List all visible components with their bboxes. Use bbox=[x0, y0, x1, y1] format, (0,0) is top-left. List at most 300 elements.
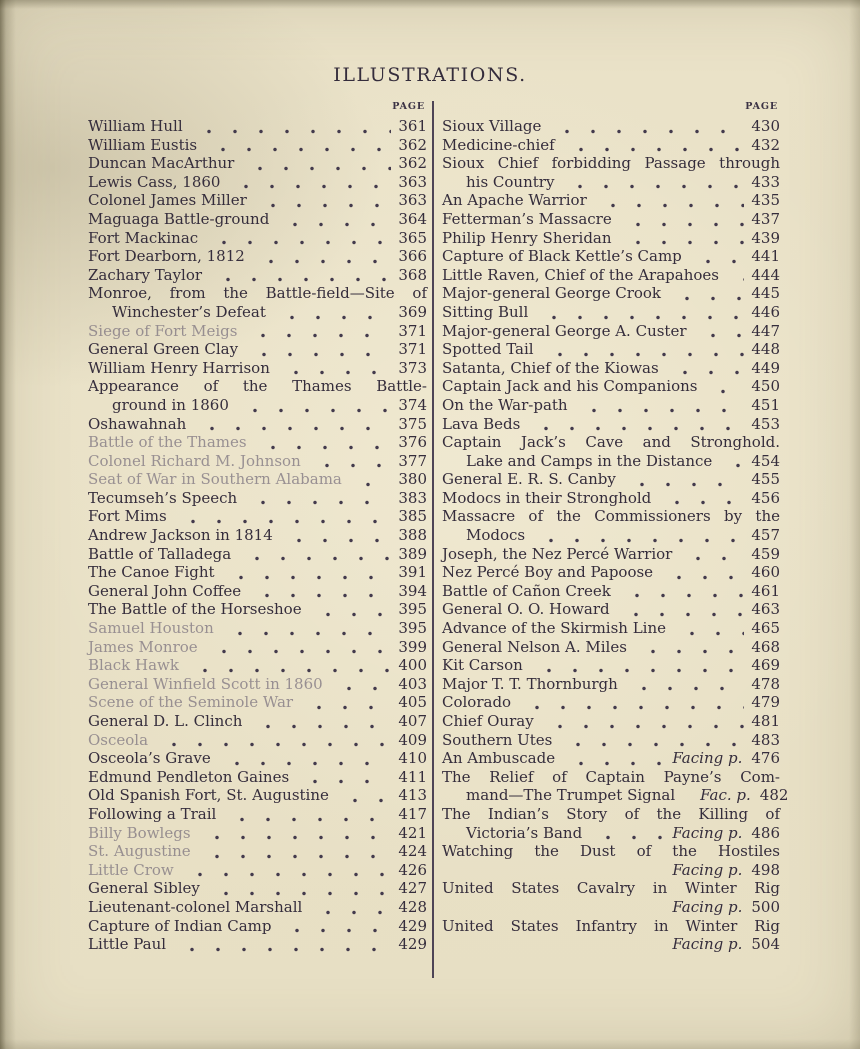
entry-page-number: 376 bbox=[398, 433, 427, 452]
entry-line bbox=[88, 117, 427, 136]
entry-page-number: 361 bbox=[398, 117, 427, 135]
dot-leader bbox=[530, 530, 744, 545]
entry-label: General Green Clay bbox=[88, 340, 239, 359]
entry-label: Satanta, Chief of the Kiowas bbox=[442, 358, 659, 377]
illustration-entry bbox=[88, 842, 427, 861]
entry-line bbox=[88, 489, 427, 508]
illustration-entry bbox=[88, 526, 427, 545]
dot-leader bbox=[221, 809, 391, 824]
entry-line bbox=[88, 322, 427, 341]
entry-page-number: 455 bbox=[751, 470, 780, 489]
dot-leader bbox=[539, 344, 744, 359]
entry-line bbox=[442, 247, 780, 266]
dot-leader bbox=[220, 567, 391, 582]
dot-leader bbox=[191, 418, 391, 433]
entry-page-number: 388 bbox=[398, 526, 427, 545]
entry-label: General E. R. S. Canby bbox=[442, 470, 616, 489]
entry-label: William Eustis bbox=[88, 135, 198, 154]
entry-line bbox=[88, 433, 427, 452]
dot-leader bbox=[724, 269, 744, 284]
entry-page-number: 410 bbox=[398, 749, 427, 768]
entry-line bbox=[442, 917, 780, 936]
entry-label-continued: ground in 1860 bbox=[112, 395, 229, 414]
entry-line bbox=[88, 247, 427, 266]
dot-leader bbox=[271, 307, 391, 322]
entry-line bbox=[442, 861, 780, 880]
entry-label: An Ambuscade bbox=[442, 749, 556, 768]
dot-leader bbox=[203, 641, 391, 656]
entry-page-number: 389 bbox=[398, 544, 427, 563]
illustration-entry bbox=[88, 210, 427, 229]
entry-page-number: 363 bbox=[398, 172, 427, 191]
entry-page-number: 394 bbox=[398, 581, 427, 600]
entry-label-continued: Victoria’s Band bbox=[466, 823, 583, 842]
dot-leader bbox=[334, 790, 391, 805]
entry-page-number: 429 bbox=[398, 935, 427, 954]
entry-line bbox=[442, 545, 780, 564]
entry-page-number: 428 bbox=[398, 897, 427, 916]
illustration-entry bbox=[442, 656, 780, 675]
illustration-entry bbox=[442, 117, 780, 136]
entry-page-number: 456 bbox=[751, 488, 780, 507]
entry-label-continued: Modocs bbox=[466, 526, 526, 545]
page-column-header-left: PAGE bbox=[392, 101, 425, 112]
entry-page-number: 447 bbox=[751, 321, 780, 340]
entry-label: Advance of the Skirmish Line bbox=[442, 619, 667, 638]
entry-line bbox=[442, 656, 780, 675]
entry-page-number: 427 bbox=[398, 879, 427, 898]
dot-leader bbox=[196, 827, 391, 842]
entry-line bbox=[442, 284, 780, 303]
entry-label: Osceola’s Grave bbox=[88, 749, 211, 768]
entry-label: Capture of Indian Camp bbox=[88, 916, 272, 935]
entry-label: Sioux Chief forbidding Passage through bbox=[442, 154, 780, 173]
dot-leader bbox=[306, 455, 391, 470]
dot-leader bbox=[171, 939, 391, 954]
entry-line bbox=[88, 619, 427, 638]
entry-page-number: 451 bbox=[751, 395, 780, 414]
entry-line bbox=[88, 507, 427, 526]
entry-page-number: 411 bbox=[398, 767, 427, 786]
entry-line bbox=[88, 675, 427, 694]
entry-page-number: 421 bbox=[398, 823, 427, 842]
illustration-entry bbox=[442, 712, 780, 731]
dot-leader bbox=[347, 474, 391, 489]
entry-page-number: 432 bbox=[751, 135, 780, 154]
entry-page-number: 445 bbox=[751, 284, 780, 303]
dot-leader bbox=[677, 548, 744, 563]
entry-label: Black Hawk bbox=[88, 656, 179, 675]
illustrations-column-left bbox=[88, 101, 434, 978]
entry-page-number: 395 bbox=[398, 600, 427, 619]
entry-label: General O. O. Howard bbox=[442, 600, 610, 619]
entry-page-number: 449 bbox=[751, 358, 780, 377]
entry-page-number: 441 bbox=[751, 247, 780, 266]
page-column-header-right: PAGE bbox=[745, 101, 778, 112]
entry-label: Monroe, from the Battle-field—Site of bbox=[88, 284, 427, 303]
entry-page-number: 409 bbox=[398, 730, 427, 749]
entry-label: Appearance of the Thames Battle- bbox=[88, 377, 427, 396]
entry-page-number: 476 bbox=[751, 749, 780, 768]
entry-label: Major-general George Crook bbox=[442, 284, 662, 303]
entry-label-continued: Lake and Camps in the Distance bbox=[466, 451, 713, 470]
entry-line bbox=[442, 675, 780, 694]
dot-leader bbox=[307, 604, 391, 619]
illustration-entry bbox=[88, 693, 427, 712]
entry-page-number: 437 bbox=[751, 209, 780, 228]
entry-line bbox=[88, 154, 427, 173]
entry-page-number: 450 bbox=[751, 377, 780, 396]
entry-line bbox=[88, 879, 427, 898]
entry-label: Kit Carson bbox=[442, 656, 523, 675]
illustration-entry bbox=[88, 563, 427, 582]
dot-leader bbox=[617, 214, 744, 229]
entry-line bbox=[88, 526, 427, 545]
entry-page-number: 446 bbox=[751, 302, 780, 321]
entries-right bbox=[442, 117, 789, 954]
entry-page-number: 405 bbox=[398, 693, 427, 712]
dot-leader bbox=[671, 623, 744, 638]
entry-page-number: 504 bbox=[751, 935, 780, 954]
dot-leader bbox=[525, 418, 744, 433]
dot-leader bbox=[184, 660, 391, 675]
dot-leader bbox=[560, 139, 744, 154]
facing-page-label: Facing p. bbox=[672, 897, 743, 916]
illustration-entry bbox=[88, 266, 427, 285]
entry-line bbox=[442, 359, 780, 378]
dot-leader bbox=[587, 827, 664, 842]
entry-page-number: 468 bbox=[751, 637, 780, 656]
entry-page-number: 385 bbox=[398, 507, 427, 526]
entry-line bbox=[88, 415, 427, 434]
dot-leader bbox=[617, 232, 744, 247]
dot-leader bbox=[557, 734, 744, 749]
entry-line bbox=[88, 563, 427, 582]
illustration-entry bbox=[88, 935, 427, 954]
illustration-entry bbox=[442, 470, 780, 489]
illustration-entry bbox=[442, 266, 780, 285]
illustration-entry bbox=[88, 600, 427, 619]
dot-leader bbox=[242, 492, 391, 507]
entry-line bbox=[442, 824, 780, 843]
entry-line bbox=[88, 656, 427, 675]
illustration-entry bbox=[88, 786, 427, 805]
dot-leader bbox=[616, 585, 744, 600]
entry-label: The Canoe Fight bbox=[88, 563, 215, 582]
entry-page-number: 374 bbox=[398, 395, 427, 414]
entry-line bbox=[442, 507, 780, 526]
dot-leader bbox=[252, 195, 391, 210]
entry-page-number: 429 bbox=[398, 916, 427, 935]
illustration-entry bbox=[88, 731, 427, 750]
entry-page-number: 403 bbox=[398, 674, 427, 693]
entry-label-continued: Winchester’s Defeat bbox=[112, 302, 266, 321]
dot-leader bbox=[592, 195, 744, 210]
facing-page-label: Facing p. bbox=[672, 935, 743, 954]
entry-line bbox=[88, 786, 427, 805]
dot-leader bbox=[219, 623, 391, 638]
dot-leader bbox=[196, 846, 391, 861]
entry-page-number: 500 bbox=[751, 897, 780, 916]
facing-page-label: Facing p. bbox=[672, 823, 743, 842]
entry-line bbox=[88, 136, 427, 155]
illustration-entry bbox=[442, 693, 780, 712]
entry-line bbox=[88, 266, 427, 285]
illustration-entry bbox=[88, 191, 427, 210]
entry-line bbox=[442, 229, 780, 248]
dot-leader bbox=[275, 362, 391, 377]
illustration-entry bbox=[88, 284, 427, 321]
entry-label: Watching the Dust of the Hostiles bbox=[442, 842, 780, 861]
entry-label-continued: his Country bbox=[466, 172, 555, 191]
entry-label: General Sibley bbox=[88, 879, 200, 898]
illustration-entry bbox=[88, 749, 427, 768]
entry-line bbox=[442, 768, 780, 787]
entry-line bbox=[88, 229, 427, 248]
dot-leader bbox=[225, 176, 391, 191]
facing-page-label: Fac. p. bbox=[700, 786, 751, 805]
entry-line bbox=[442, 619, 780, 638]
entry-page-number: 433 bbox=[751, 172, 780, 191]
entry-label: Captain Jack and his Companions bbox=[442, 377, 698, 396]
entry-line bbox=[88, 935, 427, 954]
entry-label: Philip Henry Sheridan bbox=[442, 228, 612, 247]
entry-label: On the War-path bbox=[442, 395, 568, 414]
entry-line bbox=[442, 749, 780, 768]
dot-leader bbox=[274, 214, 391, 229]
entry-label: Seat of War in Southern Alabama bbox=[88, 470, 342, 489]
entry-line bbox=[442, 526, 780, 545]
illustration-entry bbox=[442, 600, 780, 619]
illustration-entry bbox=[88, 359, 427, 378]
illustrations-list bbox=[88, 101, 789, 978]
entry-page-number: 454 bbox=[751, 451, 780, 470]
illustration-entry bbox=[88, 619, 427, 638]
entry-line bbox=[442, 154, 780, 173]
entry-page-number: 368 bbox=[398, 265, 427, 284]
illustration-entry bbox=[442, 210, 780, 229]
entry-line bbox=[442, 786, 789, 805]
entry-line bbox=[442, 136, 780, 155]
entry-line bbox=[88, 842, 427, 861]
entry-label: General Nelson A. Miles bbox=[442, 637, 627, 656]
entry-label: Sitting Bull bbox=[442, 302, 529, 321]
dot-leader bbox=[236, 548, 391, 563]
facing-page-label: Facing p. bbox=[672, 749, 743, 768]
entry-line bbox=[88, 898, 427, 917]
entry-line bbox=[88, 731, 427, 750]
entry-label: Battle of Cañon Creek bbox=[442, 581, 611, 600]
illustration-entry bbox=[442, 136, 780, 155]
dot-leader bbox=[179, 864, 391, 879]
entry-line bbox=[442, 879, 780, 898]
entry-page-number: 460 bbox=[751, 563, 780, 582]
illustration-entry bbox=[88, 656, 427, 675]
entry-line bbox=[88, 359, 427, 378]
entry-page-number: 362 bbox=[398, 135, 427, 154]
entry-line bbox=[442, 600, 780, 619]
entry-label: William Henry Harrison bbox=[88, 358, 270, 377]
entry-line bbox=[442, 396, 780, 415]
entry-line bbox=[88, 693, 427, 712]
entry-page-number: 463 bbox=[751, 600, 780, 619]
entry-label: Billy Bowlegs bbox=[88, 823, 191, 842]
dot-leader bbox=[687, 251, 744, 266]
entry-line bbox=[442, 415, 780, 434]
illustration-entry bbox=[88, 377, 427, 414]
illustration-entry bbox=[442, 415, 780, 434]
dot-leader bbox=[172, 511, 391, 526]
entry-label: The Indian’s Story of the Killing of bbox=[442, 804, 780, 823]
entry-label: Medicine-chief bbox=[442, 135, 555, 154]
illustration-entry bbox=[88, 638, 427, 657]
dot-leader bbox=[247, 716, 391, 731]
dot-leader bbox=[252, 437, 391, 452]
entry-label: Zachary Taylor bbox=[88, 265, 203, 284]
entry-label: Lewis Cass, 1860 bbox=[88, 172, 221, 191]
entry-label: General D. L. Clinch bbox=[88, 712, 243, 730]
entry-label: Lava Beds bbox=[442, 414, 521, 433]
page-title: ILLUSTRATIONS. bbox=[333, 64, 527, 86]
entry-page-number: 481 bbox=[751, 712, 780, 730]
illustration-entry bbox=[442, 675, 780, 694]
entry-line bbox=[442, 489, 780, 508]
entry-label: Old Spanish Fort, St. Augustine bbox=[88, 786, 329, 805]
dot-leader bbox=[202, 139, 391, 154]
illustration-entry bbox=[442, 154, 780, 191]
entry-label: Major T. T. Thornburgh bbox=[442, 674, 618, 693]
illustration-entry bbox=[442, 582, 780, 601]
illustration-entry bbox=[88, 470, 427, 489]
entry-line bbox=[442, 452, 780, 471]
entry-page-number: 430 bbox=[751, 117, 780, 135]
entry-page-number: 435 bbox=[751, 191, 780, 210]
entry-page-number: 383 bbox=[398, 488, 427, 507]
illustration-entry bbox=[88, 861, 427, 880]
entry-label-continued: mand—The Trumpet Signal bbox=[466, 786, 676, 805]
entry-label: Massacre of the Commissioners by the bbox=[442, 507, 780, 526]
illustration-entry bbox=[88, 452, 427, 471]
dot-leader bbox=[546, 121, 744, 136]
illustration-entry bbox=[88, 507, 427, 526]
dot-leader bbox=[294, 771, 391, 786]
entry-label: Fetterman’s Massacre bbox=[442, 209, 612, 228]
entry-line bbox=[442, 191, 780, 210]
dot-leader bbox=[278, 530, 391, 545]
entries-left bbox=[88, 117, 427, 954]
illustration-entry bbox=[88, 675, 427, 694]
illustration-entry bbox=[88, 805, 427, 824]
entry-label: Colonel James Miller bbox=[88, 191, 247, 210]
entry-line bbox=[88, 600, 427, 619]
entry-label: The Battle of the Horseshoe bbox=[88, 600, 302, 619]
entry-label: Edmund Pendleton Gaines bbox=[88, 767, 290, 786]
entry-line bbox=[88, 452, 427, 471]
dot-leader bbox=[246, 585, 391, 600]
illustration-entry bbox=[88, 173, 427, 192]
entry-label: United States Cavalry in Winter Rig bbox=[442, 879, 780, 898]
illustration-entry bbox=[88, 322, 427, 341]
illustration-entry bbox=[88, 898, 427, 917]
entry-line bbox=[88, 173, 427, 192]
entry-page-number: 439 bbox=[751, 228, 780, 247]
entry-label: Southern Utes bbox=[442, 730, 553, 749]
entry-label: Battle of Talladega bbox=[88, 544, 232, 563]
entry-label: Chief Ouray bbox=[442, 712, 534, 730]
dot-leader bbox=[516, 697, 744, 712]
illustration-entry bbox=[442, 767, 789, 805]
entry-line bbox=[442, 693, 780, 712]
entry-label: Little Paul bbox=[88, 935, 167, 954]
illustration-entry bbox=[442, 545, 780, 564]
entry-line bbox=[442, 433, 780, 452]
entry-line bbox=[442, 731, 780, 750]
entry-label: Fort Mackinac bbox=[88, 228, 199, 247]
entry-label: Samuel Houston bbox=[88, 619, 214, 638]
entry-label: Duncan MacArthur bbox=[88, 154, 235, 173]
dot-leader bbox=[615, 604, 744, 619]
illustration-entry bbox=[442, 507, 780, 544]
dot-leader bbox=[250, 251, 391, 266]
entry-line bbox=[442, 842, 780, 861]
entry-page-number: 486 bbox=[751, 823, 780, 842]
entry-label: Siege of Fort Meigs bbox=[88, 321, 238, 340]
illustration-entry bbox=[442, 284, 780, 303]
entry-line bbox=[88, 470, 427, 489]
dot-leader bbox=[205, 883, 391, 898]
illustration-entry bbox=[442, 842, 780, 879]
illustration-entry bbox=[88, 824, 427, 843]
illustration-entry bbox=[88, 229, 427, 248]
entry-label: Maguaga Battle-ground bbox=[88, 209, 270, 228]
illustration-entry bbox=[88, 582, 427, 601]
entry-page-number: 453 bbox=[751, 414, 780, 433]
entry-line bbox=[442, 377, 780, 396]
entry-page-number: 375 bbox=[398, 414, 427, 433]
entry-line bbox=[442, 805, 780, 824]
dot-leader bbox=[216, 753, 391, 768]
dot-leader bbox=[658, 567, 744, 582]
dot-leader bbox=[560, 753, 664, 768]
dot-leader bbox=[666, 288, 744, 303]
entry-page-number: 417 bbox=[398, 804, 427, 823]
dot-leader bbox=[207, 269, 391, 284]
entry-label: Scene of the Seminole War bbox=[88, 693, 294, 712]
entry-page-number: 395 bbox=[398, 619, 427, 638]
illustration-entry bbox=[88, 879, 427, 898]
entry-page-number: 399 bbox=[398, 637, 427, 656]
entry-page-number: 362 bbox=[398, 154, 427, 173]
entry-line bbox=[88, 712, 427, 731]
dot-leader bbox=[573, 400, 744, 415]
entry-label: James Monroe bbox=[88, 637, 198, 656]
entry-line bbox=[88, 191, 427, 210]
entry-line bbox=[442, 266, 780, 285]
entry-page-number: 391 bbox=[398, 563, 427, 582]
dot-leader bbox=[680, 790, 692, 805]
illustration-entry bbox=[442, 247, 780, 266]
entry-line bbox=[442, 117, 780, 136]
dot-leader bbox=[234, 400, 391, 415]
dot-leader bbox=[528, 660, 744, 675]
dot-leader bbox=[632, 641, 744, 656]
illustration-entry bbox=[88, 712, 427, 731]
illustration-entry bbox=[88, 154, 427, 173]
entry-page-number: 371 bbox=[398, 321, 427, 340]
entry-page-number: 366 bbox=[398, 247, 427, 266]
entry-line bbox=[442, 210, 780, 229]
dot-leader bbox=[692, 325, 744, 340]
